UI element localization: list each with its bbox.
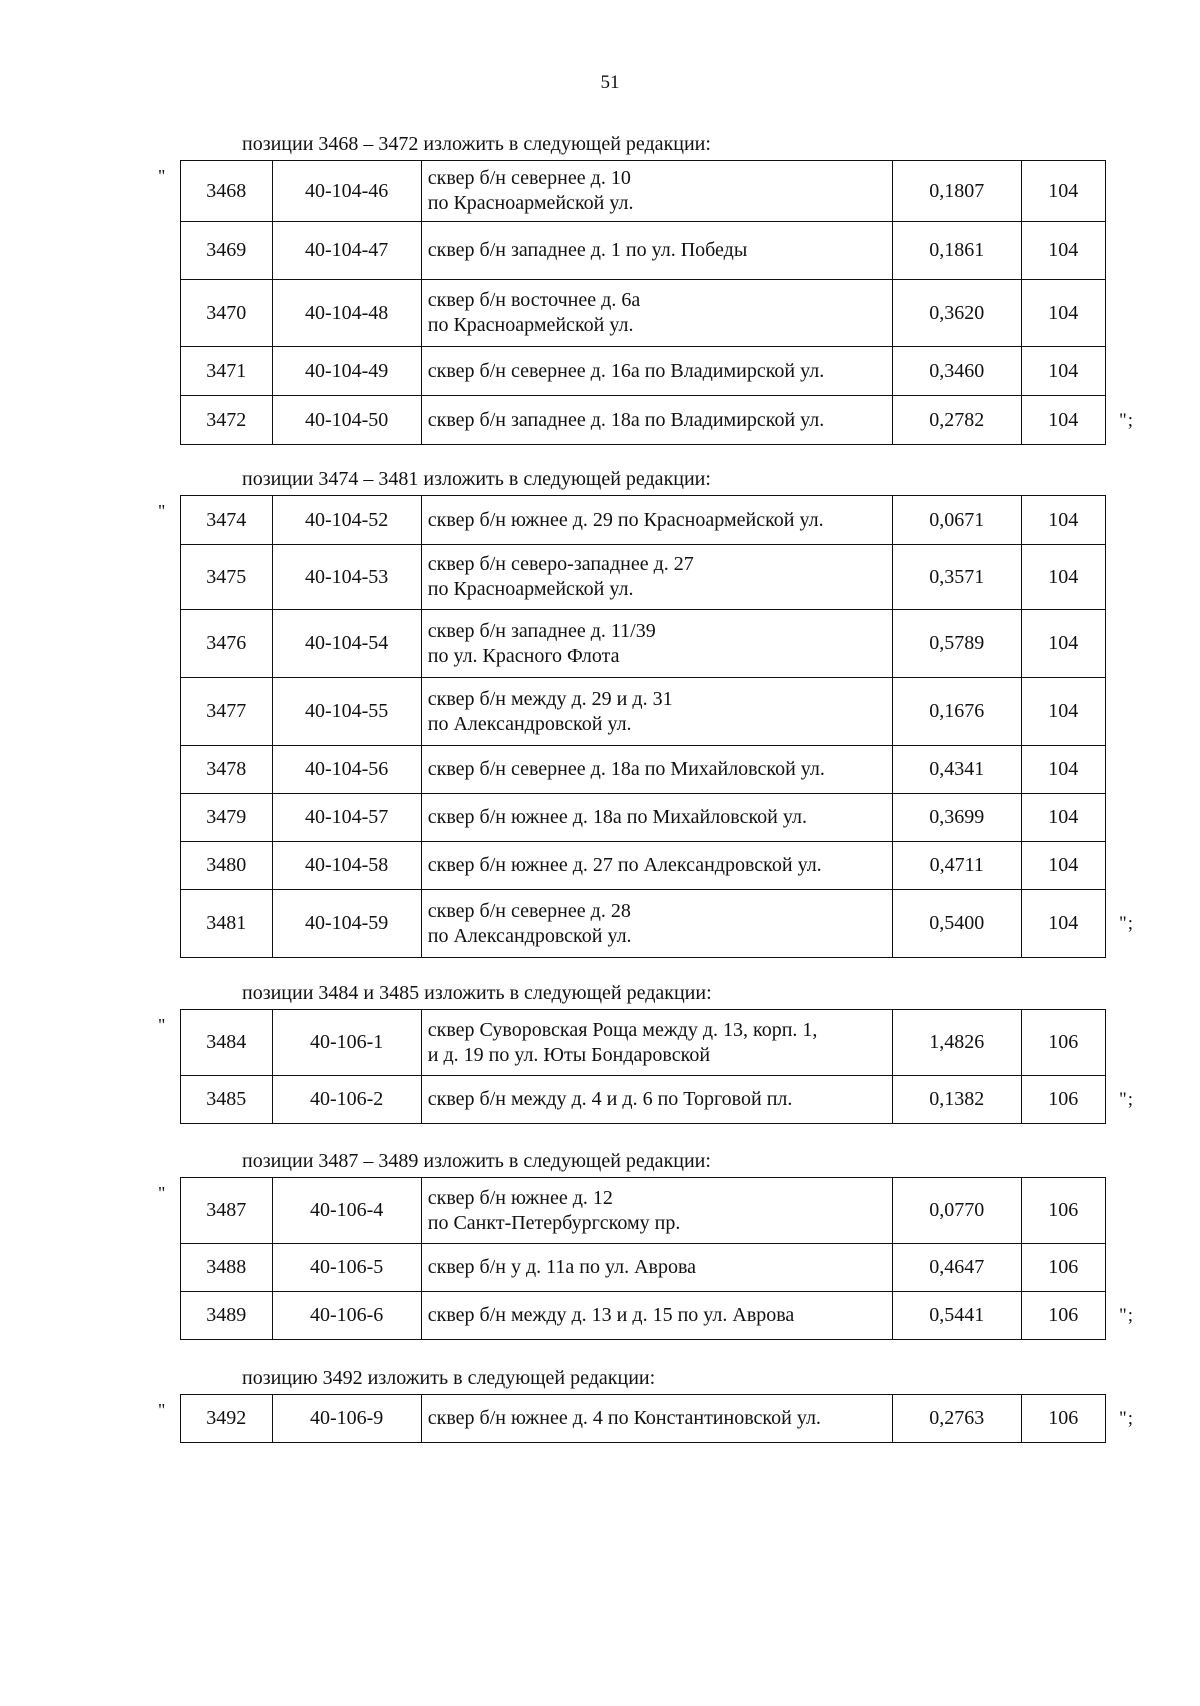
area-value: 0,3699	[892, 794, 1021, 842]
zone-code: 104	[1021, 396, 1105, 445]
description-line: сквер б/н севернее д. 18а по Михайловской ул.	[427, 758, 825, 780]
object-code: 40-104-48	[272, 280, 421, 347]
table-row	[181, 396, 1106, 445]
object-code: 40-104-54	[272, 610, 421, 678]
area-value: 0,4711	[892, 842, 1021, 890]
section-heading: позицию 3492 изложить в следующей редакции:	[242, 1367, 656, 1389]
object-code: 40-106-2	[272, 1076, 421, 1124]
opening-quote: "	[158, 1015, 166, 1035]
description-line: сквер б/н южнее д. 18а по Михайловской ул.	[427, 806, 807, 828]
object-code: 40-106-5	[272, 1244, 421, 1292]
position-number: 3475	[181, 545, 273, 610]
section-heading: позиции 3468 – 3472 изложить в следующей редакции:	[242, 133, 711, 155]
object-description	[421, 1010, 892, 1076]
area-value: 0,5789	[892, 610, 1021, 678]
description-line: сквер б/н западнее д. 1 по ул. Победы	[427, 239, 748, 261]
table-row	[181, 1244, 1106, 1292]
zone-code: 104	[1021, 280, 1105, 347]
table-row	[181, 347, 1106, 396]
opening-quote: "	[158, 166, 166, 186]
amendment-section	[158, 1367, 1134, 1442]
object-description	[421, 890, 892, 958]
object-code: 40-104-49	[272, 347, 421, 396]
description-line: сквер Суворовская Роща между д. 13, корп. 1,	[427, 1018, 818, 1041]
zone-code: 106	[1021, 1010, 1105, 1076]
area-value: 0,0770	[892, 1178, 1021, 1244]
section-heading: позиции 3474 – 3481 изложить в следующей редакции:	[242, 468, 711, 490]
position-number: 3487	[181, 1178, 273, 1244]
object-code: 40-104-46	[272, 161, 421, 222]
position-number: 3469	[181, 222, 273, 280]
description-line: по Красноармейской ул.	[427, 192, 634, 214]
description-line: по Санкт-Петербургскому пр.	[427, 1211, 681, 1234]
object-description	[421, 496, 892, 545]
position-number: 3471	[181, 347, 273, 396]
page-number: 51	[600, 72, 620, 93]
object-code: 40-106-6	[272, 1292, 421, 1340]
area-value: 0,1861	[892, 222, 1021, 280]
amendment-section	[158, 982, 1134, 1123]
position-number: 3488	[181, 1244, 273, 1292]
table-row	[181, 280, 1106, 347]
description-line: сквер б/н южнее д. 29 по Красноармейской ул.	[427, 508, 824, 531]
table-row	[181, 746, 1106, 794]
description-line: сквер б/н западнее д. 18а по Владимирской ул.	[427, 408, 825, 431]
table-row	[181, 1010, 1106, 1076]
area-value: 0,5441	[892, 1292, 1021, 1340]
object-code: 40-106-4	[272, 1178, 421, 1244]
opening-quote: "	[158, 501, 166, 521]
area-value: 0,1382	[892, 1076, 1021, 1124]
object-code: 40-104-57	[272, 794, 421, 842]
area-value: 0,4341	[892, 746, 1021, 794]
area-value: 0,3460	[892, 347, 1021, 396]
object-description	[421, 280, 892, 347]
position-number: 3481	[181, 890, 273, 958]
object-description	[421, 746, 892, 794]
positions-table	[180, 1009, 1106, 1124]
zone-code: 106	[1021, 1244, 1105, 1292]
table-row	[181, 890, 1106, 958]
zone-code: 104	[1021, 842, 1105, 890]
zone-code: 106	[1021, 1076, 1105, 1124]
closing-quote: ";	[1118, 913, 1134, 934]
description-line: сквер б/н южнее д. 27 по Александровской ул.	[427, 854, 822, 876]
object-code: 40-104-53	[272, 545, 421, 610]
zone-code: 104	[1021, 610, 1105, 678]
positions-table	[180, 160, 1106, 445]
position-number: 3489	[181, 1292, 273, 1340]
table-row	[181, 794, 1106, 842]
table-row	[181, 1395, 1106, 1443]
table-row	[181, 496, 1106, 545]
description-line: и д. 19 по ул. Юты Бондаровской	[427, 1043, 711, 1066]
positions-table	[180, 1177, 1106, 1340]
closing-quote: ";	[1118, 1305, 1134, 1326]
table-row	[181, 678, 1106, 746]
zone-code: 104	[1021, 347, 1105, 396]
object-code: 40-104-58	[272, 842, 421, 890]
object-code: 40-104-50	[272, 396, 421, 445]
description-line: сквер б/н северо-западнее д. 27	[427, 553, 694, 575]
description-line: сквер б/н восточнее д. 6а	[427, 289, 641, 311]
object-description	[421, 1292, 892, 1340]
position-number: 3470	[181, 280, 273, 347]
area-value: 0,5400	[892, 890, 1021, 958]
object-code: 40-106-9	[272, 1395, 421, 1443]
zone-code: 104	[1021, 545, 1105, 610]
table-row	[181, 610, 1106, 678]
object-description	[421, 678, 892, 746]
position-number: 3474	[181, 496, 273, 545]
object-description	[421, 1178, 892, 1244]
closing-quote: ";	[1118, 1408, 1134, 1429]
object-code: 40-106-1	[272, 1010, 421, 1076]
zone-code: 104	[1021, 496, 1105, 545]
object-code: 40-104-52	[272, 496, 421, 545]
description-line: сквер б/н севернее д. 16а по Владимирской ул.	[427, 359, 825, 382]
area-value: 0,0671	[892, 496, 1021, 545]
area-value: 0,2763	[892, 1395, 1021, 1443]
position-number: 3472	[181, 396, 273, 445]
position-number: 3477	[181, 678, 273, 746]
position-number: 3485	[181, 1076, 273, 1124]
section-heading: позиции 3487 – 3489 изложить в следующей редакции:	[242, 1150, 711, 1172]
description-line: сквер б/н южнее д. 12	[427, 1186, 613, 1209]
zone-code: 104	[1021, 746, 1105, 794]
section-heading: позиции 3484 и 3485 изложить в следующей редакции:	[242, 982, 712, 1004]
object-description	[421, 545, 892, 610]
amendment-section	[158, 468, 1134, 957]
description-line: сквер б/н между д. 29 и д. 31	[427, 687, 673, 710]
object-code: 40-104-47	[272, 222, 421, 280]
area-value: 0,2782	[892, 396, 1021, 445]
description-line: по Красноармейской ул.	[427, 578, 634, 600]
position-number: 3468	[181, 161, 273, 222]
zone-code: 104	[1021, 678, 1105, 746]
object-description	[421, 1395, 892, 1443]
table-row	[181, 1076, 1106, 1124]
closing-quote: ";	[1118, 1089, 1134, 1110]
description-line: сквер б/н между д. 4 и д. 6 по Торговой пл.	[427, 1088, 793, 1110]
description-line: сквер б/н южнее д. 4 по Константиновской ул.	[427, 1407, 821, 1429]
description-line: по ул. Красного Флота	[427, 644, 620, 667]
position-number: 3480	[181, 842, 273, 890]
position-number: 3476	[181, 610, 273, 678]
object-description	[421, 396, 892, 445]
table-row	[181, 545, 1106, 610]
table-row	[181, 1178, 1106, 1244]
table-row	[181, 1292, 1106, 1340]
object-description	[421, 842, 892, 890]
zone-code: 104	[1021, 222, 1105, 280]
positions-table	[180, 495, 1106, 958]
object-description	[421, 610, 892, 678]
object-code: 40-104-59	[272, 890, 421, 958]
area-value: 1,4826	[892, 1010, 1021, 1076]
amendment-section	[158, 1150, 1134, 1339]
description-line: сквер б/н у д. 11а по ул. Аврова	[427, 1256, 697, 1278]
table-row	[181, 842, 1106, 890]
table-row	[181, 222, 1106, 280]
area-value: 0,3571	[892, 545, 1021, 610]
description-line: сквер б/н севернее д. 10	[427, 167, 631, 189]
object-description	[421, 347, 892, 396]
position-number: 3478	[181, 746, 273, 794]
area-value: 0,1676	[892, 678, 1021, 746]
zone-code: 106	[1021, 1178, 1105, 1244]
zone-code: 104	[1021, 890, 1105, 958]
table-row	[181, 161, 1106, 222]
object-description	[421, 1076, 892, 1124]
object-description	[421, 222, 892, 280]
zone-code: 104	[1021, 161, 1105, 222]
description-line: сквер б/н западнее д. 11/39	[427, 619, 656, 642]
position-number: 3479	[181, 794, 273, 842]
description-line: по Александровской ул.	[427, 924, 632, 947]
object-code: 40-104-56	[272, 746, 421, 794]
area-value: 0,3620	[892, 280, 1021, 347]
area-value: 0,1807	[892, 161, 1021, 222]
description-line: сквер б/н между д. 13 и д. 15 по ул. Аврова	[427, 1304, 795, 1326]
zone-code: 104	[1021, 794, 1105, 842]
object-code: 40-104-55	[272, 678, 421, 746]
positions-table	[180, 1394, 1106, 1443]
closing-quote: ";	[1118, 409, 1134, 431]
opening-quote: "	[158, 1400, 166, 1420]
object-description	[421, 161, 892, 222]
position-number: 3484	[181, 1010, 273, 1076]
description-line: по Александровской ул.	[427, 712, 632, 735]
zone-code: 106	[1021, 1395, 1105, 1443]
zone-code: 106	[1021, 1292, 1105, 1340]
description-line: по Красноармейской ул.	[427, 314, 634, 336]
amendment-section	[158, 133, 1134, 444]
object-description	[421, 1244, 892, 1292]
object-description	[421, 794, 892, 842]
area-value: 0,4647	[892, 1244, 1021, 1292]
description-line: сквер б/н севернее д. 28	[427, 899, 631, 922]
position-number: 3492	[181, 1395, 273, 1443]
opening-quote: "	[158, 1183, 166, 1203]
